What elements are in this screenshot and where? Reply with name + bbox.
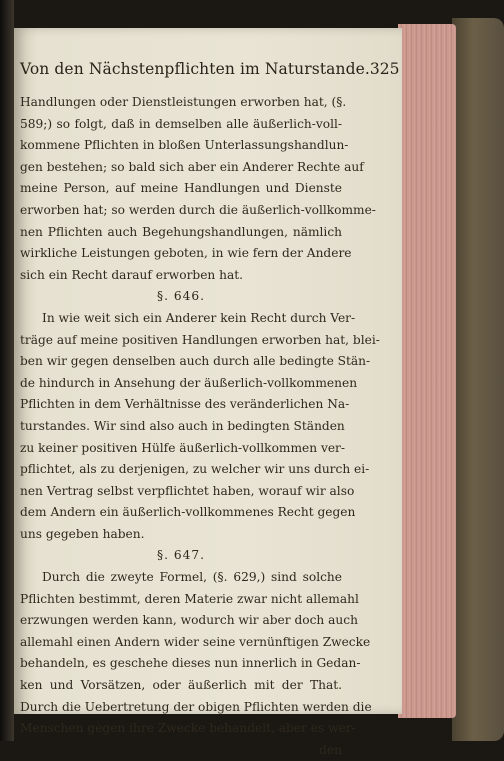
body-text — [20, 92, 380, 761]
text-line: behandeln, es geschehe dieses nun innerlich in Gedan- — [20, 656, 361, 671]
text-line: dem Andern ein äußerlich-vollkommenes Recht gegen — [20, 505, 356, 520]
text-line: In wie weit sich ein Anderer kein Recht durch Ver- — [42, 310, 356, 325]
text-line: gen bestehen; so bald sich aber ein Anderer Rechte auf — [20, 159, 364, 174]
page-edges — [398, 24, 456, 718]
page-number: 325 — [369, 60, 400, 78]
text-line: nen Pflichten auch Begehungshandlungen, nämlich — [20, 224, 342, 239]
running-header — [20, 60, 400, 78]
text-line: zu keiner positiven Hülfe äußerlich-vollkommen ver- — [20, 440, 345, 455]
catchword: den — [319, 742, 342, 757]
text-line: 589;) so folgt, daß in demselben alle äußerlich-voll- — [20, 116, 342, 131]
text-line: Durch die Uebertretung der obigen Pflichten werden die — [20, 699, 372, 714]
text-line: Pflichten in dem Verhältnisse des veränderlichen Na- — [20, 397, 350, 412]
text-line: turstandes. Wir sind also auch in bedingten Ständen — [20, 418, 345, 433]
text-line: de hindurch in Ansehung der äußerlich-vollkommenen — [20, 375, 358, 390]
text-line: uns gegeben haben. — [20, 526, 145, 541]
text-line: nen Vertrag selbst verpflichtet haben, worauf wir also — [20, 483, 355, 498]
book-cover-right — [452, 18, 504, 741]
text-line: erzwungen werden kann, wodurch wir aber doch auch — [20, 613, 358, 628]
text-line: meine Person, auf meine Handlungen und Dienste — [20, 181, 342, 196]
text-line: sich ein Recht darauf erworben hat. — [20, 267, 244, 282]
text-line: allemahl einen Andern wider seine vernünftigen Zwecke — [20, 634, 371, 649]
text-line: Pflichten bestimmt, deren Materie zwar nicht allemahl — [20, 591, 359, 606]
text-line: wirkliche Leistungen geboten, in wie fern der Andere — [20, 246, 352, 261]
section-heading: §. 647. — [157, 548, 205, 563]
text-line: Handlungen oder Dienstleistungen erworben hat, (§. — [20, 95, 347, 109]
text-line: träge auf meine positiven Handlungen erworben hat, blei- — [20, 332, 380, 347]
text-line: ken und Vorsätzen, oder äußerlich mit der That. — [20, 678, 342, 693]
text-line: Menschen gegen ihre Zwecke behandelt, aber es wer- — [20, 721, 356, 736]
text-line: erworben hat; so werden durch die äußerlich-vollkomme- — [20, 202, 376, 217]
book-cover-left — [0, 0, 14, 741]
section-heading: §. 646. — [157, 289, 205, 304]
text-line: ben wir gegen denselben auch durch alle bedingte Stän- — [20, 354, 371, 369]
text-line: pflichtet, als zu derjenigen, zu welcher wir uns durch ei- — [20, 462, 370, 477]
text-line: Durch die zweyte Formel, (§. 629,) sind solche — [42, 570, 342, 585]
running-head-title: Von den Nächstenpflichten im Naturstande. — [20, 60, 370, 78]
text-line: kommene Pflichten in bloßen Unterlassungshandlun- — [20, 138, 349, 153]
